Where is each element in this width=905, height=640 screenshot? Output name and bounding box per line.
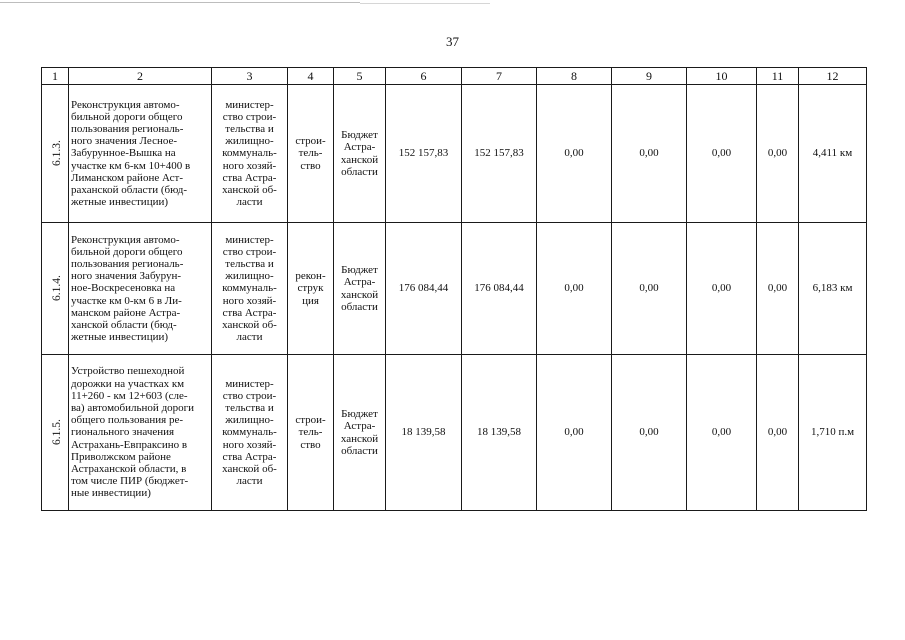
object-name-cell <box>69 355 212 511</box>
customer-cell <box>212 223 288 355</box>
value-cell-6: 152 157,83 <box>386 85 462 223</box>
table-row <box>42 85 867 223</box>
text-line: ханской <box>340 288 379 301</box>
text-line: ласти <box>236 475 263 488</box>
text-line: области <box>341 165 378 178</box>
text-line: раханской области (бюд- <box>71 184 188 196</box>
column-header-3: 3 <box>212 68 288 85</box>
text-line: жилищно- <box>225 135 274 148</box>
text-line: министер- <box>225 233 274 246</box>
text-line: ханской об- <box>222 463 277 475</box>
text-line: ного хозяй- <box>222 438 277 451</box>
value-cell-10: 0,00 <box>687 85 757 223</box>
value-cell-10: 0,00 <box>687 223 757 355</box>
column-header-11: 11 <box>757 68 799 85</box>
row-number: 6.1.4. <box>50 275 63 302</box>
text-line: ханской области (бюд- <box>71 319 177 331</box>
text-line: Астра- <box>343 276 376 289</box>
scan-edge-line <box>360 3 490 4</box>
text-line: ства Астра- <box>222 306 277 319</box>
funding-source-cell <box>334 85 386 223</box>
text-line: Реконструкция автомо- <box>71 98 180 111</box>
table-row <box>42 223 867 355</box>
row-number: 6.1.5. <box>50 419 63 446</box>
text-line: тель- <box>298 426 323 439</box>
text-line: тель- <box>298 147 323 160</box>
value-cell-12: 6,183 км <box>799 223 867 355</box>
text-line: ство <box>300 159 321 172</box>
text-line: ного хозяй- <box>222 294 277 307</box>
text-line: ласти <box>236 196 263 209</box>
program-table <box>41 67 867 511</box>
scan-edge-line <box>0 2 360 3</box>
text-line: области <box>341 444 378 457</box>
row-number: 6.1.3. <box>50 140 63 167</box>
text-line: рекон- <box>295 270 326 283</box>
text-line: жилищно- <box>225 270 274 283</box>
value-cell-9: 0,00 <box>612 223 687 355</box>
text-line: ные инвестиции) <box>71 487 151 500</box>
text-line: строи- <box>295 135 326 148</box>
value-cell-10: 0,00 <box>687 355 757 511</box>
value-cell-9: 0,00 <box>612 355 687 511</box>
text-line: ханской об- <box>222 184 277 196</box>
column-header-8: 8 <box>537 68 612 85</box>
text-line: жетные инвестиции) <box>71 196 169 209</box>
text-line: струк <box>297 282 324 295</box>
text-line: Устройство пешеходной <box>71 365 185 378</box>
text-line: Бюджет <box>341 264 378 277</box>
column-header-12: 12 <box>799 68 867 85</box>
text-line: гионального значения <box>71 426 175 439</box>
value-cell-6: 18 139,58 <box>386 355 462 511</box>
text-line: ция <box>302 294 319 307</box>
row-number-cell <box>42 355 69 511</box>
funding-source-cell <box>334 355 386 511</box>
column-header-2: 2 <box>69 68 212 85</box>
text-line: ство <box>300 438 321 451</box>
value-cell-11: 0,00 <box>757 355 799 511</box>
text-line: том числе ПИР (бюджет- <box>71 475 189 488</box>
text-line: строи- <box>295 414 326 427</box>
table-row <box>42 355 867 511</box>
text-line: ство строи- <box>222 389 277 402</box>
text-line: ство строи- <box>222 110 277 123</box>
value-cell-12: 1,710 п.м <box>799 355 867 511</box>
text-line: коммуналь- <box>222 147 277 160</box>
value-cell-8: 0,00 <box>537 223 612 355</box>
text-line: бильной дороги общего <box>71 245 183 258</box>
text-line: ласти <box>236 331 263 344</box>
text-line: манском районе Астра- <box>71 306 181 319</box>
row-number-cell <box>42 223 69 355</box>
text-line: ханской <box>340 153 379 166</box>
text-line: тельства и <box>225 257 274 270</box>
text-line: участке км 0-км 6 в Ли- <box>71 294 182 307</box>
text-line: участке км 6-км 10+400 в <box>71 159 191 172</box>
customer-cell <box>212 85 288 223</box>
text-line: пользования региональ- <box>71 257 184 270</box>
text-line: ханской <box>340 432 379 445</box>
column-header-10: 10 <box>687 68 757 85</box>
customer-cell <box>212 355 288 511</box>
text-line: Лиманском районе Аст- <box>71 171 183 184</box>
column-header-9: 9 <box>612 68 687 85</box>
text-line: ва) автомобильной дороги <box>71 401 195 414</box>
text-line: Астра- <box>343 420 376 433</box>
text-line: коммуналь- <box>222 282 277 295</box>
column-header-1: 1 <box>42 68 69 85</box>
column-header-7: 7 <box>462 68 537 85</box>
object-name-cell <box>69 223 212 355</box>
text-line: Реконструкция автомо- <box>71 233 180 246</box>
text-line: ства Астра- <box>222 171 277 184</box>
header-row <box>42 68 867 85</box>
column-header-4: 4 <box>288 68 334 85</box>
text-line: ханской об- <box>222 319 277 331</box>
text-line: Астраханской области, в <box>71 463 187 475</box>
value-cell-9: 0,00 <box>612 85 687 223</box>
text-line: области <box>341 300 378 313</box>
text-line: пользования региональ- <box>71 122 184 135</box>
page-number: 37 <box>446 34 459 49</box>
column-header-6: 6 <box>386 68 462 85</box>
text-line: ного хозяй- <box>222 159 277 172</box>
work-type-cell <box>288 85 334 223</box>
value-cell-11: 0,00 <box>757 85 799 223</box>
text-line: Астрахань-Евпраксино в <box>71 438 188 451</box>
text-line: жилищно- <box>225 414 274 427</box>
text-line: Астра- <box>343 141 376 154</box>
text-line: ного значения Лесное- <box>71 135 178 148</box>
work-type-cell <box>288 355 334 511</box>
value-cell-8: 0,00 <box>537 355 612 511</box>
text-line: ного значения Забурун- <box>71 270 182 283</box>
text-line: тельства и <box>225 122 274 135</box>
text-line: коммуналь- <box>222 426 277 439</box>
text-line: Бюджет <box>341 129 378 142</box>
value-cell-7: 176 084,44 <box>462 223 537 355</box>
text-line: Бюджет <box>341 408 378 421</box>
text-line: жетные инвестиции) <box>71 331 169 344</box>
value-cell-7: 152 157,83 <box>462 85 537 223</box>
funding-source-cell <box>334 223 386 355</box>
text-line: Приволжском районе <box>71 450 171 463</box>
value-cell-12: 4,411 км <box>799 85 867 223</box>
value-cell-8: 0,00 <box>537 85 612 223</box>
value-cell-7: 18 139,58 <box>462 355 537 511</box>
text-line: Забурунное-Вышка на <box>71 147 176 160</box>
table-body <box>42 68 867 511</box>
object-name-cell <box>69 85 212 223</box>
value-cell-6: 176 084,44 <box>386 223 462 355</box>
text-line: бильной дороги общего <box>71 110 183 123</box>
text-line: тельства и <box>225 401 274 414</box>
text-line: министер- <box>225 377 274 390</box>
column-header-5: 5 <box>334 68 386 85</box>
row-number-cell <box>42 85 69 223</box>
text-line: министер- <box>225 98 274 111</box>
text-line: ство строи- <box>222 245 277 258</box>
value-cell-11: 0,00 <box>757 223 799 355</box>
text-line: ства Астра- <box>222 450 277 463</box>
text-line: 11+260 - км 12+603 (сле- <box>71 389 188 402</box>
text-line: дорожки на участках км <box>71 377 185 390</box>
text-line: ное-Воскресеновка на <box>71 282 176 295</box>
work-type-cell <box>288 223 334 355</box>
text-line: общего пользования ре- <box>71 414 184 427</box>
